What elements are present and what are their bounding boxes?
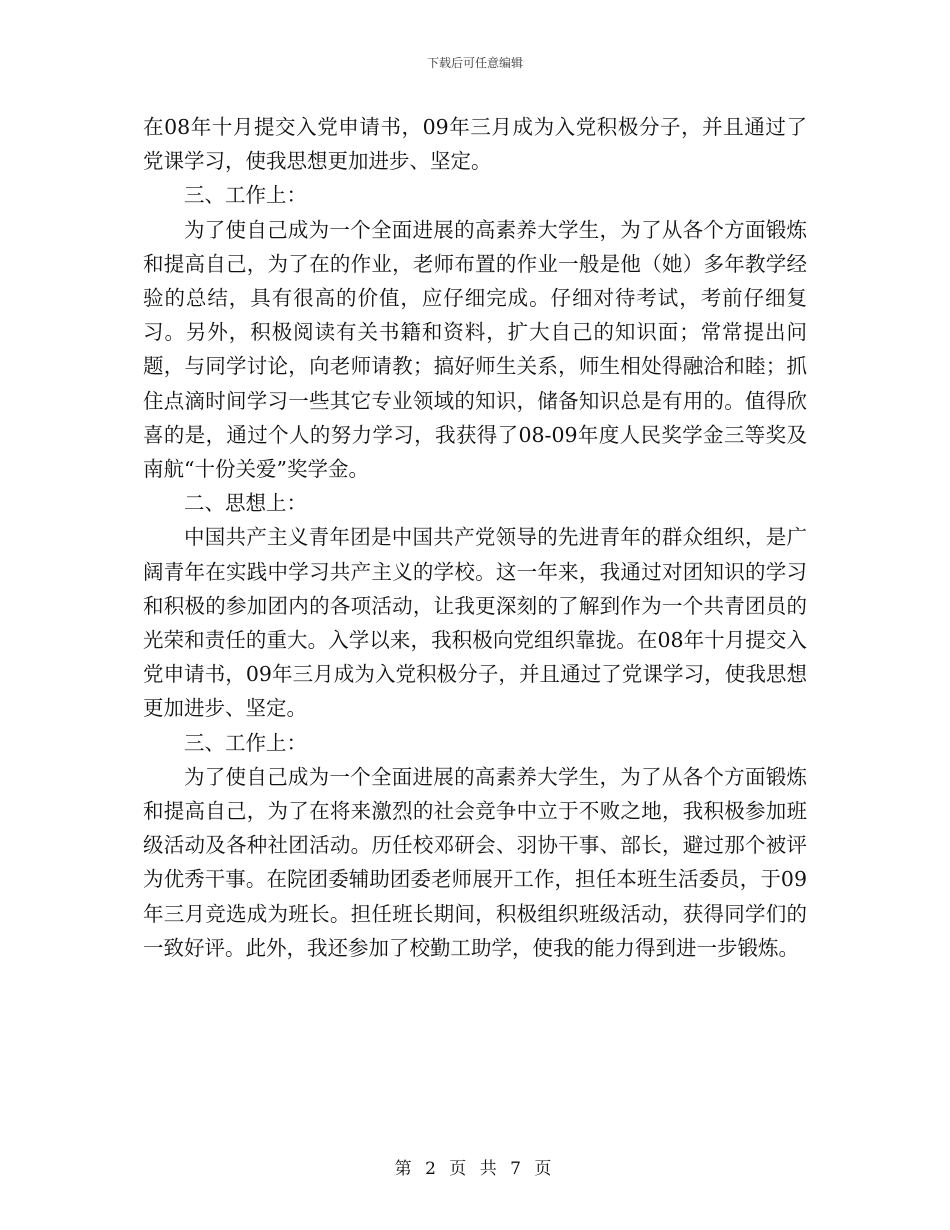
- page-header-note: 下载后可任意编辑: [426, 56, 523, 70]
- section-heading-work: 三、工作上：: [184, 183, 307, 208]
- paragraph-work-study: 为了使自己成为一个全面进展的高素养大学生，为了从各个方面锻炼和提高自己，为了在的作业，老师布置的作业一般是他（她）多年教学经验的总结，具有很高的价值，应仔细完成。仔细对待考试，考前仔细复习。另外，积极阅读有关书籍和资料，扩大自己的知识面；常常提出问题，与同学讨论，向老师请教；搞好师生关系，师生相处得融洽和睦；抓住点滴时间学习一些其它专业领域的知识，储备知识总是有用的。值得欣喜的是，通过个人的努力学习，我获得了08-09年度人民奖学金三等奖及南航“十份关爱”奖学金。: [143, 217, 807, 482]
- paragraph-work-activities: 为了使自己成为一个全面进展的高素养大学生，为了从各个方面锻炼和提高自己，为了在将来激烈的社会竞争中立于不败之地，我积极参加班级活动及各种社团活动。历任校邓研会、羽协干事、部长，避过那个被评为优秀干事。在院团委辅助团委老师展开工作，担任本班生活委员，于09年三月竞选成为班长。担任班长期间，积极组织班级活动，获得同学们的一致好评。此外，我还参加了校勤工助学，使我的能力得到进一步锻炼。: [143, 764, 807, 960]
- paragraph-1: 在08年十月提交入党申请书，09年三月成为入党积极分子，并且通过了党课学习，使我思想更加进步、坚定。: [143, 115, 807, 174]
- document-body: [143, 110, 807, 965]
- section-heading-thought: 二、思想上：: [184, 491, 307, 516]
- paragraph-thought: 中国共产主义青年团是中国共产党领导的先进青年的群众组织，是广阔青年在实践中学习共产主义的学校。这一年来，我通过对团知识的学习和积极的参加团内的各项活动，让我更深刻的了解到作为一个共青团员的光荣和责任的重大。入学以来，我积极向党组织靠拢。在08年十月提交入党申请书，09年三月成为入党积极分子，并且通过了党课学习，使我思想更加进步、坚定。: [143, 525, 807, 721]
- page-number-footer: 第 2 页 共 7 页: [394, 1159, 556, 1179]
- section-heading-work-2: 三、工作上：: [184, 730, 307, 755]
